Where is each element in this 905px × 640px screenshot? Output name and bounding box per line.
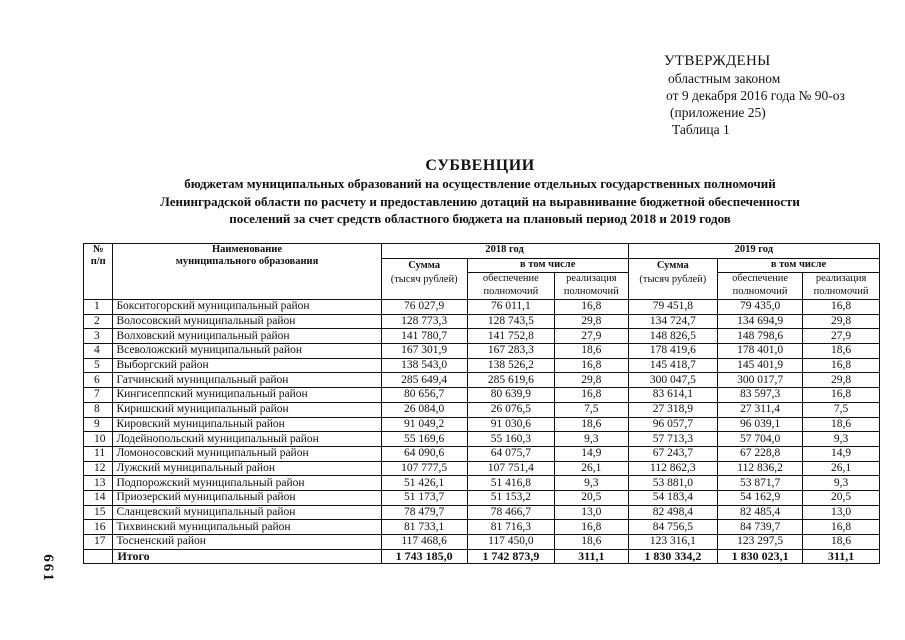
realization-2019: 16,8	[803, 388, 880, 403]
row-number: 2	[84, 314, 113, 329]
realization-2019: 16,8	[803, 358, 880, 373]
municipality-name: Выборгский район	[113, 358, 381, 373]
approval-appendix: (приложение 25)	[670, 105, 766, 120]
realization-2019: 16,8	[803, 520, 880, 535]
municipality-name: Сланцевский муниципальный район	[113, 505, 381, 520]
table-row	[84, 432, 880, 447]
sum-2018: 51 173,7	[381, 490, 467, 505]
header-name: Наименование муниципального образования	[113, 244, 381, 300]
sum-2019: 83 614,1	[628, 388, 717, 403]
table-row	[84, 344, 880, 359]
title-line-2: Ленинградской области по расчету и предоставлению дотаций на выравнивание бюджетной обеспеченности	[160, 193, 800, 209]
realization-2019: 29,8	[803, 373, 880, 388]
sum-2018: 117 468,6	[381, 535, 467, 550]
realization-2018: 16,8	[555, 300, 629, 315]
sum-2019: 82 498,4	[628, 505, 717, 520]
provision-2019: 82 485,4	[718, 505, 803, 520]
provision-2019: 54 162,9	[718, 490, 803, 505]
sum-2018: 26 084,0	[381, 402, 467, 417]
table-row	[84, 329, 880, 344]
municipality-name: Лужский муниципальный район	[113, 461, 381, 476]
provision-2019: 134 694,9	[718, 314, 803, 329]
header-including-2019: в том числе	[718, 259, 880, 273]
total-provision-2018: 1 742 873,9	[467, 549, 554, 564]
provision-2018: 55 160,3	[467, 432, 554, 447]
total-provision-2019: 1 830 023,1	[718, 549, 803, 564]
header-year-2018: 2018 год	[381, 244, 628, 259]
provision-2018: 117 450,0	[467, 535, 554, 550]
provision-2019: 112 836,2	[718, 461, 803, 476]
realization-2019: 7,5	[803, 402, 880, 417]
provision-2018: 78 466,7	[467, 505, 554, 520]
row-number: 11	[84, 446, 113, 461]
table-row	[84, 388, 880, 403]
realization-2018: 7,5	[555, 402, 629, 417]
municipality-name: Всеволожский муниципальный район	[113, 344, 381, 359]
provision-2019: 27 311,4	[718, 402, 803, 417]
row-number: 9	[84, 417, 113, 432]
realization-2019: 14,9	[803, 446, 880, 461]
row-number: 7	[84, 388, 113, 403]
municipality-name: Лодейнопольский муниципальный район	[113, 432, 381, 447]
sum-2018: 51 426,1	[381, 476, 467, 491]
approval-heading: УТВЕРЖДЕНЫ	[664, 53, 771, 69]
title-line-1: бюджетам муниципальных образований на осуществление отдельных государственных полномочий	[184, 176, 776, 191]
table-row	[84, 476, 880, 491]
sum-2018: 128 773,3	[381, 314, 467, 329]
table-row	[84, 417, 880, 432]
municipality-name: Волховский муниципальный район	[113, 329, 381, 344]
provision-2018: 81 716,3	[467, 520, 554, 535]
realization-2018: 16,8	[555, 358, 629, 373]
table-row	[84, 535, 880, 550]
sum-2018: 107 777,5	[381, 461, 467, 476]
municipality-name: Кингисеппский муниципальный район	[113, 388, 381, 403]
header-provision-2018: обеспечение полномочий	[467, 273, 554, 300]
row-number: 16	[84, 520, 113, 535]
sum-2019: 54 183,4	[628, 490, 717, 505]
header-including-2018: в том числе	[467, 259, 628, 273]
provision-2018: 138 526,2	[467, 358, 554, 373]
realization-2019: 9,3	[803, 476, 880, 491]
row-number: 3	[84, 329, 113, 344]
realization-2019: 20,5	[803, 490, 880, 505]
sum-2018: 64 090,6	[381, 446, 467, 461]
table-total-row	[84, 549, 880, 564]
realization-2019: 13,0	[803, 505, 880, 520]
provision-2018: 107 751,4	[467, 461, 554, 476]
sum-2019: 300 047,5	[628, 373, 717, 388]
provision-2019: 67 228,8	[718, 446, 803, 461]
total-realization-2019: 311,1	[803, 549, 880, 564]
approval-law: областным законом	[668, 71, 781, 86]
sum-2019: 67 243,7	[628, 446, 717, 461]
provision-2019: 83 597,3	[718, 388, 803, 403]
table-header	[84, 244, 880, 300]
subventions-table	[83, 243, 880, 564]
municipality-name: Тосненский район	[113, 535, 381, 550]
table-row	[84, 402, 880, 417]
row-number: 10	[84, 432, 113, 447]
provision-2018: 64 075,7	[467, 446, 554, 461]
municipality-name: Кировский муниципальный район	[113, 417, 381, 432]
sum-2018: 285 649,4	[381, 373, 467, 388]
total-sum-2018: 1 743 185,0	[381, 549, 467, 564]
row-number: 17	[84, 535, 113, 550]
provision-2018: 167 283,3	[467, 344, 554, 359]
approval-block	[664, 53, 845, 138]
municipality-name: Приозерский муниципальный район	[113, 490, 381, 505]
total-sum-2019: 1 830 334,2	[628, 549, 717, 564]
header-realization-2018: реализация полномочий	[555, 273, 629, 300]
sum-2019: 148 826,5	[628, 329, 717, 344]
sum-2019: 145 418,7	[628, 358, 717, 373]
municipality-name: Волосовский муниципальный район	[113, 314, 381, 329]
table-row	[84, 505, 880, 520]
provision-2019: 123 297,5	[718, 535, 803, 550]
page-number-text: 661	[39, 554, 56, 583]
provision-2018: 128 743,5	[467, 314, 554, 329]
realization-2019: 18,6	[803, 535, 880, 550]
row-number: 14	[84, 490, 113, 505]
realization-2018: 13,0	[555, 505, 629, 520]
header-number: № п/п	[84, 244, 113, 300]
sum-2018: 81 733,1	[381, 520, 467, 535]
row-number: 8	[84, 402, 113, 417]
row-number: 5	[84, 358, 113, 373]
provision-2019: 145 401,9	[718, 358, 803, 373]
provision-2019: 96 039,1	[718, 417, 803, 432]
table-row	[84, 520, 880, 535]
provision-2018: 91 030,6	[467, 417, 554, 432]
table-row	[84, 373, 880, 388]
municipality-name: Гатчинский муниципальный район	[113, 373, 381, 388]
header-provision-2019: обеспечение полномочий	[718, 273, 803, 300]
realization-2019: 9,3	[803, 432, 880, 447]
total-number-cell	[84, 549, 113, 564]
header-sum-2018: Сумма (тысяч рублей)	[381, 259, 467, 300]
provision-2019: 84 739,7	[718, 520, 803, 535]
sum-2018: 91 049,2	[381, 417, 467, 432]
table-row	[84, 446, 880, 461]
municipality-name: Киришский муниципальный район	[113, 402, 381, 417]
provision-2018: 51 153,2	[467, 490, 554, 505]
table-row	[84, 300, 880, 315]
provision-2018: 51 416,8	[467, 476, 554, 491]
sum-2019: 112 862,3	[628, 461, 717, 476]
realization-2019: 18,6	[803, 344, 880, 359]
realization-2018: 18,6	[555, 535, 629, 550]
realization-2018: 9,3	[555, 476, 629, 491]
provision-2018: 285 619,6	[467, 373, 554, 388]
provision-2018: 76 011,1	[467, 300, 554, 315]
document-title	[60, 156, 900, 228]
realization-2019: 18,6	[803, 417, 880, 432]
sum-2019: 27 318,9	[628, 402, 717, 417]
sum-2018: 141 780,7	[381, 329, 467, 344]
page-number	[39, 548, 63, 592]
realization-2018: 9,3	[555, 432, 629, 447]
sum-2019: 79 451,8	[628, 300, 717, 315]
municipality-name: Ломоносовский муниципальный район	[113, 446, 381, 461]
realization-2018: 29,8	[555, 314, 629, 329]
total-label: Итого	[113, 549, 381, 564]
sum-2019: 123 316,1	[628, 535, 717, 550]
realization-2019: 16,8	[803, 300, 880, 315]
sum-2019: 84 756,5	[628, 520, 717, 535]
provision-2018: 141 752,8	[467, 329, 554, 344]
provision-2018: 80 639,9	[467, 388, 554, 403]
approval-table-number: Таблица 1	[672, 122, 730, 137]
row-number: 6	[84, 373, 113, 388]
sum-2018: 167 301,9	[381, 344, 467, 359]
realization-2018: 26,1	[555, 461, 629, 476]
provision-2019: 178 401,0	[718, 344, 803, 359]
sum-2018: 80 656,7	[381, 388, 467, 403]
title-main: СУБВЕНЦИИ	[425, 157, 535, 174]
municipality-name: Подпорожский муниципальный район	[113, 476, 381, 491]
sum-2018: 138 543,0	[381, 358, 467, 373]
sum-2019: 178 419,6	[628, 344, 717, 359]
sum-2018: 78 479,7	[381, 505, 467, 520]
sum-2019: 53 881,0	[628, 476, 717, 491]
row-number: 15	[84, 505, 113, 520]
realization-2019: 26,1	[803, 461, 880, 476]
realization-2018: 18,6	[555, 417, 629, 432]
row-number: 12	[84, 461, 113, 476]
realization-2018: 29,8	[555, 373, 629, 388]
provision-2019: 53 871,7	[718, 476, 803, 491]
municipality-name: Бокситогорский муниципальный район	[113, 300, 381, 315]
sum-2018: 76 027,9	[381, 300, 467, 315]
realization-2018: 14,9	[555, 446, 629, 461]
table-row	[84, 314, 880, 329]
row-number: 1	[84, 300, 113, 315]
header-realization-2019: реализация полномочий	[803, 273, 880, 300]
approval-date: от 9 декабря 2016 года № 90-оз	[666, 88, 845, 103]
sum-2019: 134 724,7	[628, 314, 717, 329]
sum-2019: 57 713,3	[628, 432, 717, 447]
realization-2018: 16,8	[555, 520, 629, 535]
provision-2019: 79 435,0	[718, 300, 803, 315]
table-row	[84, 358, 880, 373]
provision-2019: 148 798,6	[718, 329, 803, 344]
table-row	[84, 490, 880, 505]
total-realization-2018: 311,1	[555, 549, 629, 564]
realization-2019: 29,8	[803, 314, 880, 329]
provision-2019: 57 704,0	[718, 432, 803, 447]
table-body	[84, 300, 880, 564]
municipality-name: Тихвинский муниципальный район	[113, 520, 381, 535]
realization-2018: 16,8	[555, 388, 629, 403]
title-line-3: поселений за счет средств областного бюджета на плановый период 2018 и 2019 годов	[229, 211, 731, 226]
sum-2018: 55 169,6	[381, 432, 467, 447]
realization-2018: 20,5	[555, 490, 629, 505]
header-year-2019: 2019 год	[628, 244, 879, 259]
provision-2018: 26 076,5	[467, 402, 554, 417]
realization-2019: 27,9	[803, 329, 880, 344]
realization-2018: 27,9	[555, 329, 629, 344]
provision-2019: 300 017,7	[718, 373, 803, 388]
sum-2019: 96 057,7	[628, 417, 717, 432]
header-sum-2019: Сумма (тысяч рублей)	[628, 259, 717, 300]
row-number: 13	[84, 476, 113, 491]
table-row	[84, 461, 880, 476]
realization-2018: 18,6	[555, 344, 629, 359]
row-number: 4	[84, 344, 113, 359]
